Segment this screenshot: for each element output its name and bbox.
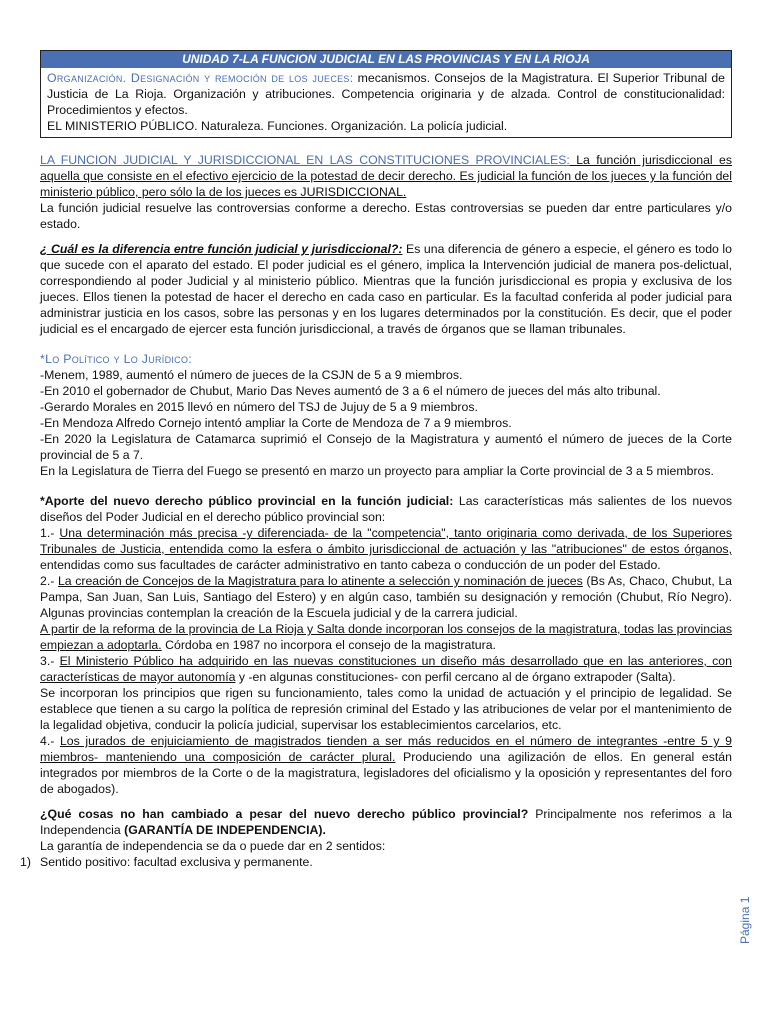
underlined-text: Una determinación más precisa -y diferenciada- de la "competencia", tanto originaria como derivada, de los Superiores Tribunales de Justicia, entendida como la esfera o ámbito jurisdiccional de actuación y las "atribuciones" de estos órganos, bbox=[40, 526, 732, 556]
item-number: 3.- bbox=[40, 654, 60, 668]
list-item bbox=[40, 525, 732, 573]
definition-text: La función jurisdiccional es aquella que consiste en el efectivo ejercicio de la potestad de decir derecho. Es judicial la función de los jueces y la función del ministerio público, pero sólo la de los jueces es JURISDICCIONAL. bbox=[40, 153, 732, 199]
section-independencia bbox=[40, 806, 732, 838]
underlined-text: Los jurados de enjuiciamiento de magistrados tienden a ser más reducidos en el número de integrantes -entre 5 y 9 miembros- manteniendo una composición de carácter plural. bbox=[40, 734, 732, 764]
list-item: -En 2020 la Legislatura de Catamarca suprimió el Consejo de la Magistratura y aumentó el número de jueces de la Corte provincial de 5 a 7. bbox=[40, 432, 732, 462]
list-item: -Menem, 1989, aumentó el número de jueces de la CSJN de 5 a 9 miembros. bbox=[40, 368, 463, 382]
paragraph: La garantía de independencia se da o puede dar en 2 sentidos: bbox=[40, 839, 386, 853]
section-heading: LA FUNCION JUDICIAL Y JURISDICCIONAL EN LAS CONSTITUCIONES PROVINCIALES: bbox=[40, 153, 570, 167]
ministerio-text: EL MINISTERIO PÚBLICO. Naturaleza. Funciones. Organización. La policía judicial. bbox=[47, 119, 508, 133]
item-text: entendidas como sus facultades de carácter administrativo en tanto cabeza o conducción de un poder del Estado. bbox=[40, 558, 661, 572]
section-heading: *Aporte del nuevo derecho público provincial en la función judicial: bbox=[40, 494, 454, 508]
item-text: Córdoba en 1987 no incorpora el consejo de la magistratura. bbox=[161, 638, 496, 652]
page-number: Página 1 bbox=[738, 896, 752, 944]
list-item: -En Mendoza Alfredo Cornejo intentó ampliar la Corte de Mendoza de 7 a 9 miembros. bbox=[40, 416, 512, 430]
section-heading: *Lo Político y Lo Jurídico: bbox=[40, 352, 193, 366]
list-item bbox=[40, 573, 732, 621]
paragraph: Es una diferencia de género a especie, el género es todo lo que sucede con el aparato del estado. El poder judicial es el género, implica la Intervención judicial de manera pos-delictual, correspondiendo al poder Judicial y al ministerio público. Mientras que la función jurisdiccional es propia y exclusiva de los jueces. Ellos tienen la potestad de hacer el derecho en cada caso en particular. Es la facultad conferida al poder judicial para administrar justicia en los casos, sobre las personas y en los lugares determinados por la constitución. Es decir, que el poder judicial es el encargado de ejercer esta función jurisdiccional, a través de órganos que se llaman tribunales. bbox=[40, 242, 732, 336]
list-item bbox=[40, 733, 732, 797]
question-heading: ¿ Cuál es la diferencia entre función judicial y jurisdiccional?: bbox=[40, 242, 403, 256]
org-label: Organización. Designación y remoción de los jueces: bbox=[47, 71, 354, 85]
underlined-text: La creación de Concejos de la Magistratura para lo atinente a selección y nominación de jueces bbox=[57, 574, 583, 588]
paragraph bbox=[40, 621, 732, 653]
item-text: Sentido positivo: facultad exclusiva y permanente. bbox=[40, 855, 313, 869]
list-item bbox=[20, 854, 732, 870]
paragraph: Las características más salientes de los nuevos diseños del Poder Judicial en el derecho público provincial son: bbox=[40, 494, 732, 524]
item-number: 2.- bbox=[40, 574, 58, 588]
list-item: -Gerardo Morales en 2015 llevó en número del TSJ de Jujuy de 5 a 9 miembros. bbox=[40, 400, 478, 414]
bold-text: (GARANTÍA DE INDEPENDENCIA). bbox=[124, 823, 326, 837]
underlined-text: A partir de la reforma de la provincia de La Rioja y Salta donde incorporan los consejos de la magistratura, todas las provincias empiezan a adoptarla. bbox=[40, 622, 732, 652]
question-heading: ¿Qué cosas no han cambiado a pesar del nuevo derecho público provincial? bbox=[40, 807, 529, 821]
document-page bbox=[20, 50, 733, 870]
unit-title: UNIDAD 7-LA FUNCION JUDICIAL EN LAS PROVINCIAS Y EN LA RIOJA bbox=[41, 51, 731, 68]
list-item: En la Legislatura de Tierra del Fuego se presentó en marzo un proyecto para ampliar la Corte provincial de 3 a 5 miembros. bbox=[40, 464, 714, 478]
paragraph: Se incorporan los principios que rigen su funcionamiento, tales como la unidad de actuación y el principio de legalidad. Se establece que tienen a su cargo la política de represión criminal del Estado y las atribuciones de velar por el mantenimiento de la legalidad objetiva, conducir la policía judicial, supervisar los establecimientos carcelarios, etc. bbox=[40, 686, 732, 732]
section-diferencia bbox=[40, 241, 732, 337]
section-funcion-judicial bbox=[40, 152, 732, 200]
list-item: -En 2010 el gobernador de Chubut, Mario Das Neves aumentó de 3 a 6 el número de jueces del más alto tribunal. bbox=[40, 384, 661, 398]
unit-summary bbox=[41, 68, 731, 137]
item-number: 4.- bbox=[40, 734, 60, 748]
item-number: 1.- bbox=[40, 526, 60, 540]
item-text: Produciendo una agilización de ellos. En general están integrados por miembros de la Corte o de la magistratura, legisladores del oficialismo y la oposición y representantes del foro de abogados). bbox=[40, 750, 732, 796]
org-text: mecanismos. Consejos de la Magistratura. El Superior Tribunal de Justicia de La Rioja. Organización y atribuciones. Competencia originaria y de alzada. Control de constitucionalidad: Procedimientos y efectos. bbox=[47, 71, 725, 117]
item-text: y -en algunas constituciones- con perfil cercano al de órgano extrapoder (Salta). bbox=[235, 670, 676, 684]
paragraph: La función judicial resuelve las controversias conforme a derecho. Estas controversias se pueden dar entre particulares y/o estado. bbox=[40, 201, 732, 231]
unit-summary-box bbox=[40, 50, 732, 138]
list-item bbox=[40, 653, 732, 685]
page-number-footer bbox=[738, 896, 754, 976]
item-text: (Bs As, Chaco, Chubut, La Pampa, San Juan, San Luis, Santiago del Estero) y en algún caso, también su designación y remoción (Chubut, Río Negro). Algunas provincias contemplan la creación de la Escuela judicial y de la carrera judicial. bbox=[40, 574, 733, 620]
item-number: 1) bbox=[20, 855, 31, 869]
paragraph: Principalmente nos referimos a la Independencia bbox=[40, 807, 732, 837]
section-aporte bbox=[40, 493, 732, 525]
underlined-text: El Ministerio Público ha adquirido en las nuevas constituciones un diseño más desarrollado que en las anteriores, con características de mayor autonomía bbox=[40, 654, 732, 684]
